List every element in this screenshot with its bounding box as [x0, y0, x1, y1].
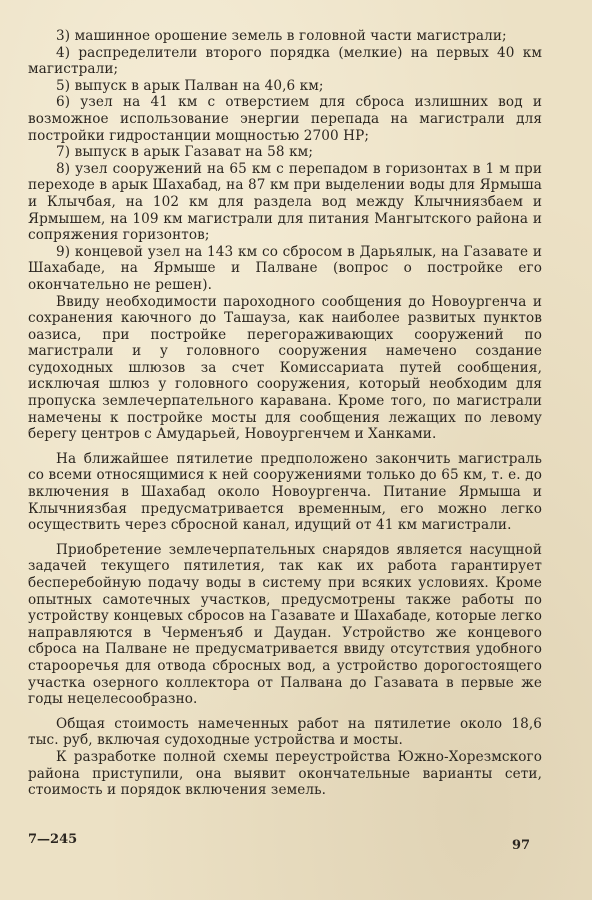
paragraph-dredgers: Приобретение землечерпательных снарядов является насущной задачей текущего пятилетия, так как их работа гарантирует бесперебойную подачу воды в систему при всяких условиях. Кроме опытных самотечных участков, предусмотрены также работы по устройству концевых сбросов на Газавате и Шахабаде, которые легко направляются в Черменъяб и Даудан. Устройство же концевого сброса на Палване не предусматривается ввиду отсутствия удобного старооречья для отвода сбросных вод, а устройство дорогостоящего участка озерного коллектора от Палвана до Газавата в первые же годы нецелесообразно. [28, 541, 542, 708]
paragraph-item-7: 7) выпуск в арык Газават на 58 км; [56, 144, 314, 161]
paragraph-item-8: 8) узел сооружений на 65 км с перепадом в горизонтах в 1 м при переходе в арык Шахабад, на 87 км при выделении воды для Ярмыша и Клычбая, на 102 км для раздела вод между Клычниязбаем и Ярмышем, на 109 км магистрали для питания Мангытского района и сопряжения горизонтов; [28, 160, 542, 244]
body-text [28, 28, 542, 799]
paragraph-total-cost: Общая стоимость намеченных работ на пятилетие около 18,6 тыс. руб, включая судоходные устройства и мосты. [28, 715, 542, 749]
paragraph-full-scheme: К разработке полной схемы переустройства Южно-Хорезмского района приступили, она выявит окончательные варианты сети, стоимость и порядок включения земель. [28, 748, 542, 799]
printer-signature: 7—245 [28, 832, 78, 847]
paragraph-navigation: Ввиду необходимости пароходного сообщения до Новоургенча и сохранения каючного до Ташауза, как наиболее развитых пунктов оазиса, при постройке перегораживающих сооружений по магистрали и у головного сооружения намечено создание судоходных шлюзов за счет Комиссариата путей сообщения, исключая шлюз у головного сооружения, который необходим для пропуска землечерпательного каравана. Кроме того, по магистрали намечены к постройке мосты для сообщения лежащих по левому берегу центров с Амударьей, Новоургенчем и Ханками. [28, 293, 542, 443]
paragraph-item-5: 5) выпуск в арык Палван на 40,6 км; [56, 77, 324, 94]
paragraph-item-3: 3) машинное орошение земель в головной части магистрали; [56, 28, 507, 44]
page-number: 97 [512, 838, 531, 853]
paragraph-item-6: 6) узел на 41 км с отверстием для сброса излишних вод и возможное использование энергии перепада на магистрали для постройки гидростанции мощностью 2700 НР; [28, 94, 542, 144]
paragraph-item-9: 9) концевой узел на 143 км со сбросом в Дарьялык, на Газавате и Шахабаде, на Ярмыше и Палване (вопрос о постройке его окончательно не решен). [28, 243, 542, 293]
paragraph-item-4: 4) распределители второго порядка (мелкие) на первых 40 км магистрали; [28, 44, 542, 78]
paragraph-five-year-plan: На ближайшее пятилетие предположено закончить магистраль со всеми относящимися к ней сооружениями только до 65 км, т. е. до включения в Шахабад около Новоургенча. Питание Ярмыша и Клычниязбая предусматривается временным, его можно легко осуществить через сбросной канал, идущий от 41 км магистрали. [28, 450, 542, 534]
